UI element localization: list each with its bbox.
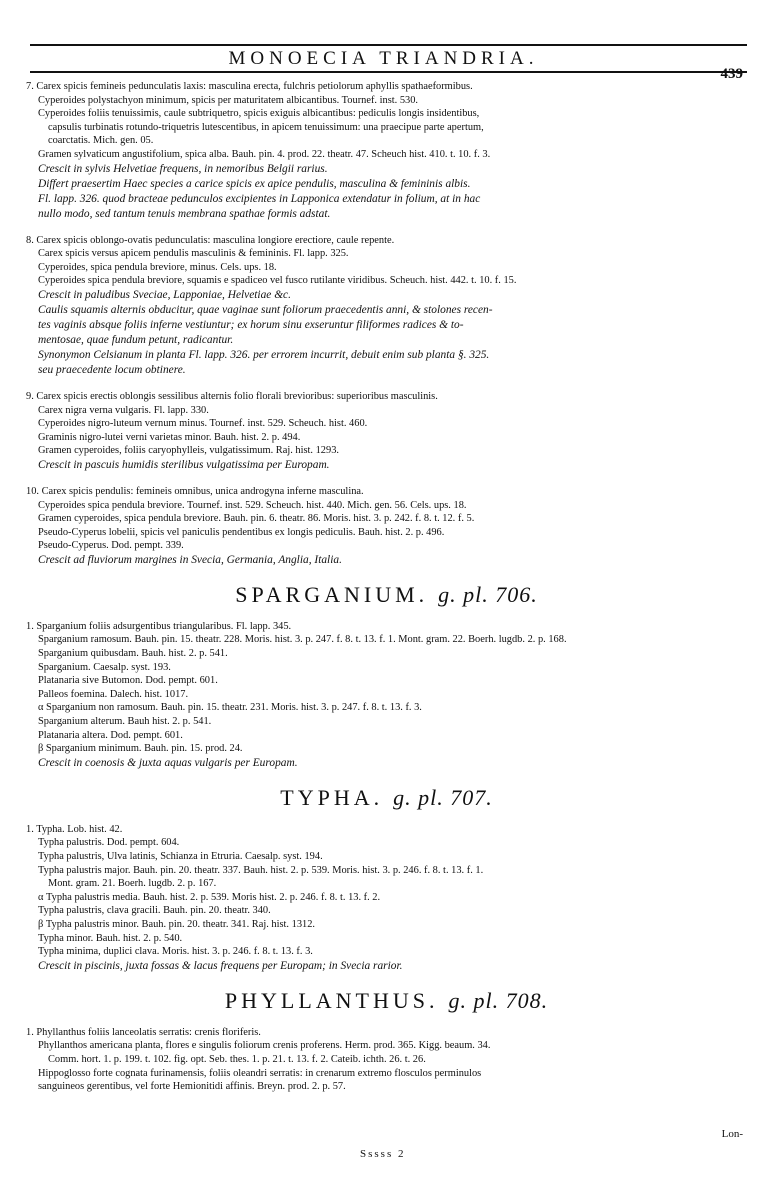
entry-line: Gramen sylvaticum angustifolium, spica alba. Bauh. pin. 4. prod. 22. theatr. 47. Scheuch hist. 410. t. 10. f. 3. (38, 148, 491, 160)
entry-line: Cyperoides, spica pendula breviore, minus. Cels. ups. 18. (38, 261, 277, 273)
entry-line: Platanaria altera. Dod. pempt. 601. (38, 729, 183, 741)
entry-line: Palleos foemina. Dalech. hist. 1017. (38, 688, 189, 700)
entry-line: nullo modo, sed tantum tenuis membrana spathae formis adstat. (38, 207, 331, 220)
species-entry (26, 390, 747, 473)
entry-line: Sparganium quibusdam. Bauh. hist. 2. p. 541. (38, 648, 228, 660)
entry-line: Gramen cyperoides, spica pendula breviore. Bauh. pin. 6. theatr. 86. Moris. hist. 3. p. 242. f. 8. t. 12. f. 5. (38, 513, 475, 525)
entry-line: Crescit in paludibus Sveciae, Lapponiae, Helvetiae &c. (38, 288, 291, 301)
entry-line: Pseudo-Cyperus. Dod. pempt. 339. (38, 540, 184, 552)
entry-line: Typha minor. Bauh. hist. 2. p. 540. (38, 932, 183, 944)
species-entry (26, 620, 747, 771)
entry-line: coarctatis. Mich. gen. 05. (48, 135, 154, 147)
entry-line: Caulis squamis alternis obducitur, quae vaginae sunt foliorum praecedentis anni, & stolones recen- (38, 303, 493, 316)
entry-line: Comm. hort. 1. p. 199. t. 102. fig. opt. Seb. thes. 1. p. 21. t. 13. f. 2. Cateib. ichth. 26. t. 26. (48, 1053, 426, 1065)
entry-line: Synonymon Celsianum in planta Fl. lapp. 326. per errorem incurrit, debuit enim sub planta §. 325. (38, 348, 490, 361)
entry-line: Crescit in coenosis & juxta aquas vulgaris per Europam. (38, 756, 298, 769)
entry-line: Crescit ad fluviorum margines in Svecia, Germania, Anglia, Italia. (38, 553, 342, 566)
entry-line: Crescit in pascuis humidis sterilibus vulgatissima per Europam. (38, 458, 330, 471)
entry-line: Typha palustris major. Bauh. pin. 20. theatr. 337. Bauh. hist. 2. p. 539. Moris. hist. 3. p. 246. f. 8. t. 13. f. 1. (38, 864, 484, 876)
page-content (26, 80, 747, 1106)
catchword: Lon- (721, 1128, 743, 1140)
species-entry (26, 1026, 747, 1094)
entry-line: Typha palustris, Ulva latinis, Schianza in Etruria. Caesalp. syst. 194. (38, 851, 323, 862)
entry-diagnosis-line: 1. Typha. Lob. hist. 42. (26, 823, 123, 835)
entry-diagnosis-line: 10. Carex spicis pendulis: femineis omnibus, unica androgyna inferne masculina. (26, 485, 364, 497)
running-title: MONOECIA TRIANDRIA. (228, 48, 539, 69)
entry-line: Gramen cyperoides, foliis caryophylleis, vulgatissimum. Raj. hist. 1293. (38, 445, 339, 457)
entry-line: Cyperoides nigro-luteum vernum minus. Tournef. inst. 529. Scheuch. hist. 460. (38, 418, 368, 430)
entry-line: Typha minima, duplici clava. Moris. hist. 3. p. 246. f. 8. t. 13. f. 3. (38, 946, 313, 958)
entry-line: Cyperoides spica pendula breviore, squamis e spadiceo vel fusco rutilante viridibus. Scheuch. hist. 442. t. 10. f. 15. (38, 275, 517, 287)
entry-line: Cyperoides spica pendula breviore. Tournef. inst. 529. Scheuch. hist. 440. Mich. gen. 56. Cels. ups. 18. (38, 499, 467, 511)
entry-diagnosis-line: 1. Sparganium foliis adsurgentibus triangularibus. Fl. lapp. 345. (26, 620, 292, 632)
entry-line: Sparganium alterum. Bauh hist. 2. p. 541. (38, 716, 212, 728)
genus-name: TYPHA. (280, 784, 384, 810)
entry-line: tes vaginis absque foliis inferne vestiuntur; ex horum sinu exseruntur filiformes radices & to- (38, 318, 464, 331)
entry-line: Sparganium ramosum. Bauh. pin. 15. theatr. 228. Moris. hist. 3. p. 247. f. 8. t. 13. f. 1. Mont. gram. 22. Boerh. lugdb. 2. p. 168. (38, 634, 567, 646)
entry-line: Pseudo-Cyperus lobelii, spicis vel paniculis pendentibus ex longis pediculis. Bauh. hist. 2. p. 496. (38, 526, 445, 538)
entry-line: Hippoglosso forte cognata furinamensis, foliis oleandri serratis: in crenarum extremo flosculos perminulos (38, 1067, 482, 1079)
entry-line: α Sparganium non ramosum. Bauh. pin. 15. theatr. 231. Moris. hist. 3. p. 247. f. 8. t. 13. f. 3. (38, 702, 422, 714)
genus-name: PHYLLANTHUS. (224, 987, 439, 1013)
header-rule-bottom (30, 71, 747, 73)
entry-line: α Typha palustris media. Bauh. hist. 2. p. 539. Moris hist. 2. p. 246. f. 8. t. 13. f. 2. (38, 891, 381, 903)
entry-line: Cyperoides foliis tenuissimis, caule subtriquetro, spicis exiguis albicantibus: pediculis longis insidentibus, (38, 108, 480, 120)
entry-line: β Sparganium minimum. Bauh. pin. 15. prod. 24. (38, 743, 243, 755)
entry-line: Typha palustris. Dod. pempt. 604. (38, 837, 180, 849)
entry-line: Differt praesertim Haec species a carice spicis ex apice pendulis, masculina & femininis albis. (38, 177, 471, 190)
entry-diagnosis-line: 7. Carex spicis femineis pedunculatis laxis: masculina erecta, fulchris petiolorum aphyllis spathaeformibus. (26, 81, 473, 92)
entry-line: seu praecedente locum obtinere. (38, 363, 186, 376)
entry-line: Carex spicis versus apicem pendulis masculinis & femininis. Fl. lapp. 325. (38, 248, 349, 260)
entry-line: Typha palustris, clava gracili. Bauh. pin. 20. theatr. 340. (38, 905, 271, 917)
entry-line: Graminis nigro-lutei verni varietas minor. Bauh. hist. 2. p. 494. (38, 431, 301, 443)
entry-line: β Typha palustris minor. Bauh. pin. 20. theatr. 341. Raj. hist. 1312. (38, 918, 316, 930)
genus-heading (26, 785, 747, 811)
entry-line: Crescit in sylvis Helvetiae frequens, in nemoribus Belgii rarius. (38, 162, 328, 175)
species-entry (26, 485, 747, 568)
species-entry (26, 80, 747, 222)
entry-line: Phyllanthos americana planta, flores e singulis foliorum crenis proferens. Herm. prod. 365. Kigg. beaum. 34. (38, 1040, 491, 1052)
genus-heading (26, 988, 747, 1014)
entry-line: Cyperoides polystachyon minimum, spicis per maturitatem albicantibus. Tournef. inst. 530. (38, 94, 419, 106)
entry-line: mentosae, quae fundum petunt, radicantur. (38, 333, 234, 346)
entry-line: Mont. gram. 21. Boerh. lugdb. 2. p. 167. (48, 878, 217, 890)
printer-signature: Sssss 2 (360, 1148, 406, 1160)
entry-line: Fl. lapp. 326. quod bracteae pedunculos excipientes in Lapponica extendatur in folium, at in hac (38, 192, 481, 205)
entry-line: Carex nigra verna vulgaris. Fl. lapp. 330. (38, 404, 209, 416)
genus-reference: g. pl. 706. (438, 581, 538, 607)
species-entry (26, 234, 747, 378)
species-entry (26, 823, 747, 974)
header-rule-top (30, 44, 747, 46)
entry-line: Sparganium. Caesalp. syst. 193. (38, 661, 171, 673)
entry-line: capsulis turbinatis rotundo-triquetris lutescentibus, in apicem tenuissimum: una praecipue parte apertum, (48, 121, 484, 133)
entry-line: sanguineos gerentibus, vel forte Hemionitidi affinis. Breyn. prod. 2. p. 57. (38, 1081, 346, 1093)
entry-diagnosis-line: 1. Phyllanthus foliis lanceolatis serratis: crenis floriferis. (26, 1026, 261, 1038)
genus-heading (26, 582, 747, 608)
genus-reference: g. pl. 707. (393, 784, 493, 810)
page-number: 439 (720, 66, 743, 82)
entry-diagnosis-line: 9. Carex spicis erectis oblongis sessilibus alternis folio florali brevioribus: superioribus masculinis. (26, 390, 438, 402)
entry-line: Platanaria sive Butomon. Dod. pempt. 601. (38, 675, 218, 687)
genus-reference: g. pl. 708. (448, 987, 549, 1013)
entry-line: Crescit in piscinis, juxta fossas & lacus frequens per Europam; in Svecia rarior. (38, 959, 403, 972)
genus-name: SPARGANIUM. (235, 581, 429, 607)
entry-diagnosis-line: 8. Carex spicis oblongo-ovatis pedunculatis: masculina longiore erectiore, caule repente. (26, 234, 395, 246)
